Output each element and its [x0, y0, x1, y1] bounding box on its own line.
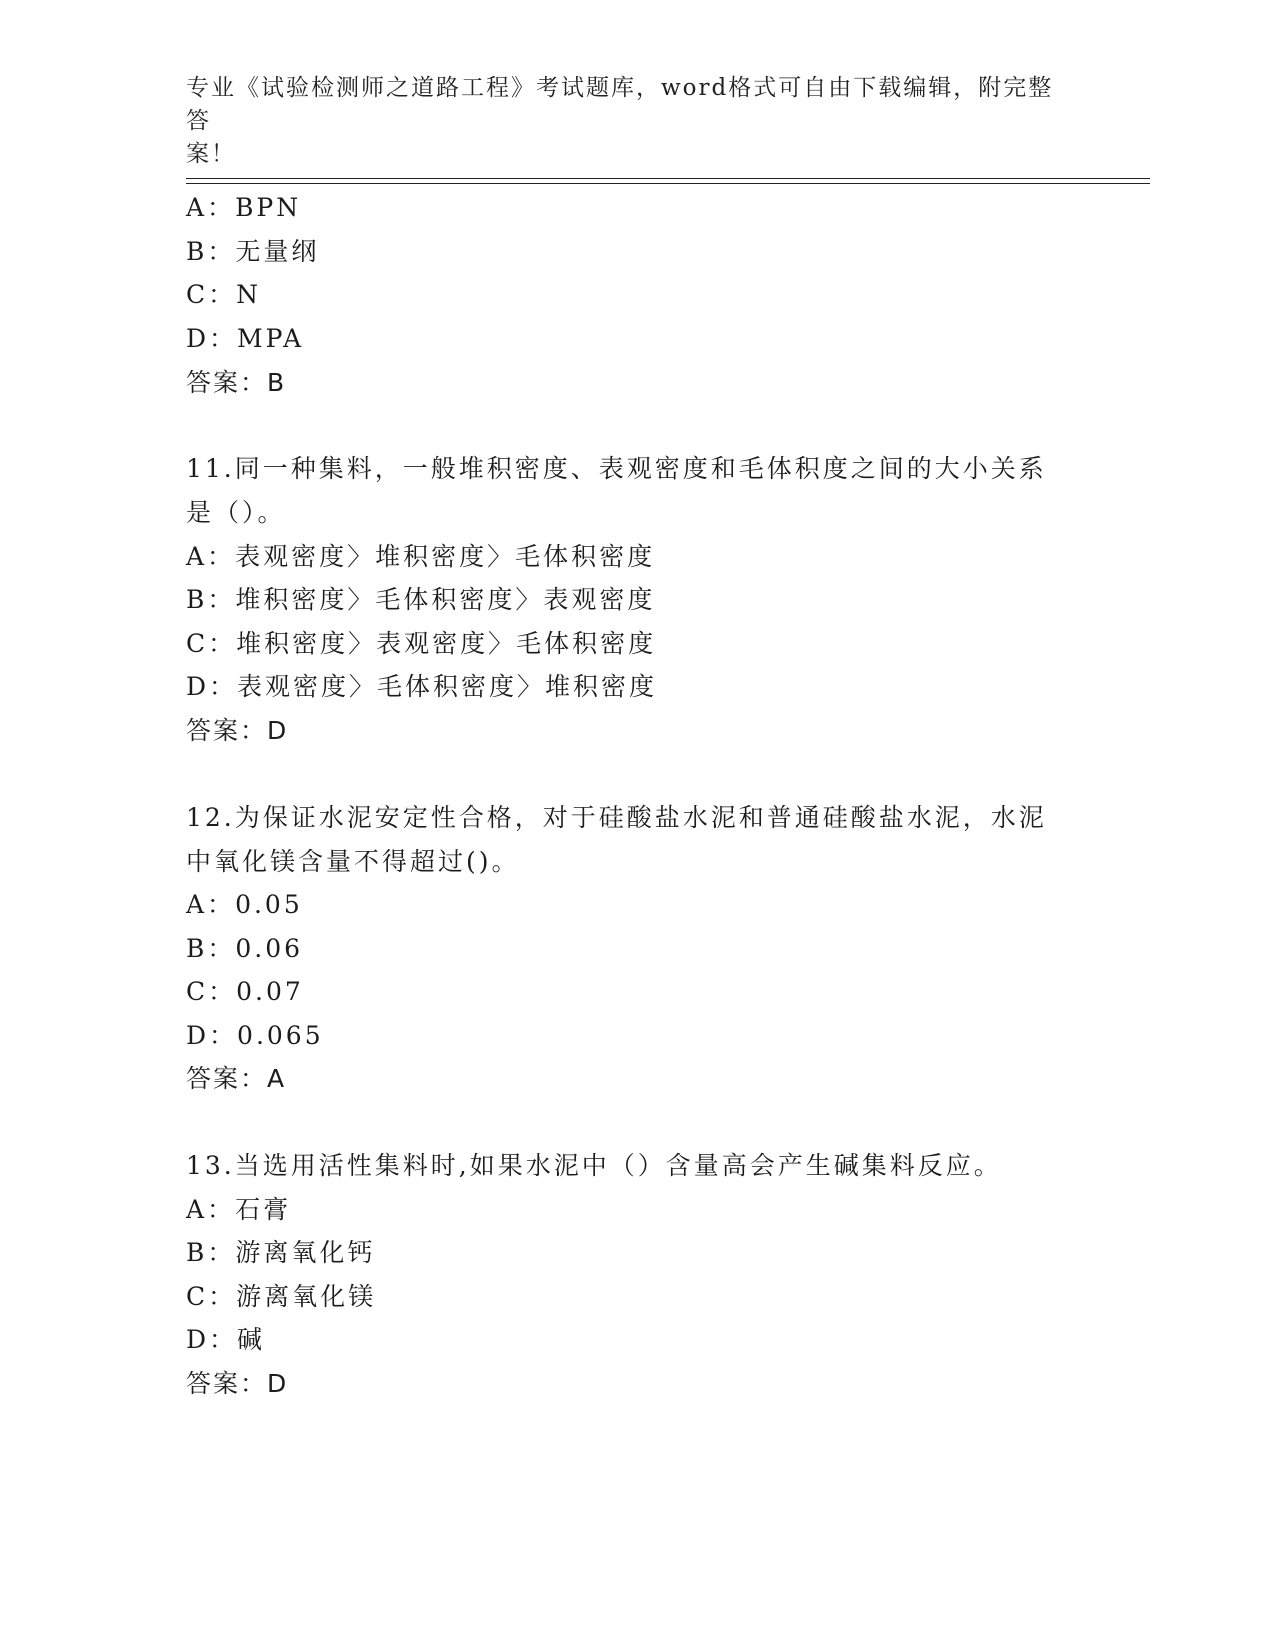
question-13-option-d: D：碱 [186, 1325, 266, 1354]
question-11-option-a: A：表观密度〉堆积密度〉毛体积密度 [186, 542, 656, 571]
option-a: A：BPN [186, 193, 302, 222]
question-12-option-d: D：0.065 [186, 1021, 324, 1050]
option-d: D：MPA [186, 324, 305, 353]
option-c: C：N [186, 280, 262, 309]
header-text-line-2: 案！ [186, 141, 236, 167]
question-13-option-a: A：石膏 [186, 1195, 292, 1224]
option-b: B：无量纲 [186, 237, 320, 266]
question-12-stem-line-2: 中氧化镁含量不得超过()。 [186, 847, 520, 876]
question-13-stem: 13.当选用活性集料时,如果水泥中（）含量高会产生碱集料反应。 [186, 1151, 1002, 1180]
question-11-option-b: B：堆积密度〉毛体积密度〉表观密度 [186, 585, 656, 614]
question-11-stem-line-2: 是（）。 [186, 498, 286, 527]
header-divider-top [186, 178, 1150, 179]
question-12-option-b: B：0.06 [186, 934, 304, 963]
question-12-option-a: A：0.05 [186, 890, 303, 919]
question-12-answer: 答案：A [186, 1064, 287, 1093]
header-text-line-1: 专业《试验检测师之道路工程》考试题库，word格式可自由下载编辑，附完整答 [186, 75, 1054, 134]
question-12-stem-line-1: 12.为保证水泥安定性合格，对于硅酸盐水泥和普通硅酸盐水泥，水泥 [186, 803, 1047, 832]
header-divider-bottom [186, 183, 1150, 184]
document-header [186, 72, 1066, 171]
answer-text: 答案：B [186, 368, 287, 397]
question-13-answer: 答案：D [186, 1369, 289, 1398]
question-11-option-c: C：堆积密度〉表观密度〉毛体积密度 [186, 629, 657, 658]
question-11-option-d: D：表观密度〉毛体积密度〉堆积密度 [186, 672, 658, 701]
question-12-option-c: C：0.07 [186, 977, 304, 1006]
question-13-option-b: B：游离氧化钙 [186, 1238, 376, 1267]
question-11-answer: 答案：D [186, 716, 289, 745]
question-13-option-c: C：游离氧化镁 [186, 1282, 377, 1311]
question-11-stem-line-1: 11.同一种集料，一般堆积密度、表观密度和毛体积度之间的大小关系 [186, 454, 1047, 483]
